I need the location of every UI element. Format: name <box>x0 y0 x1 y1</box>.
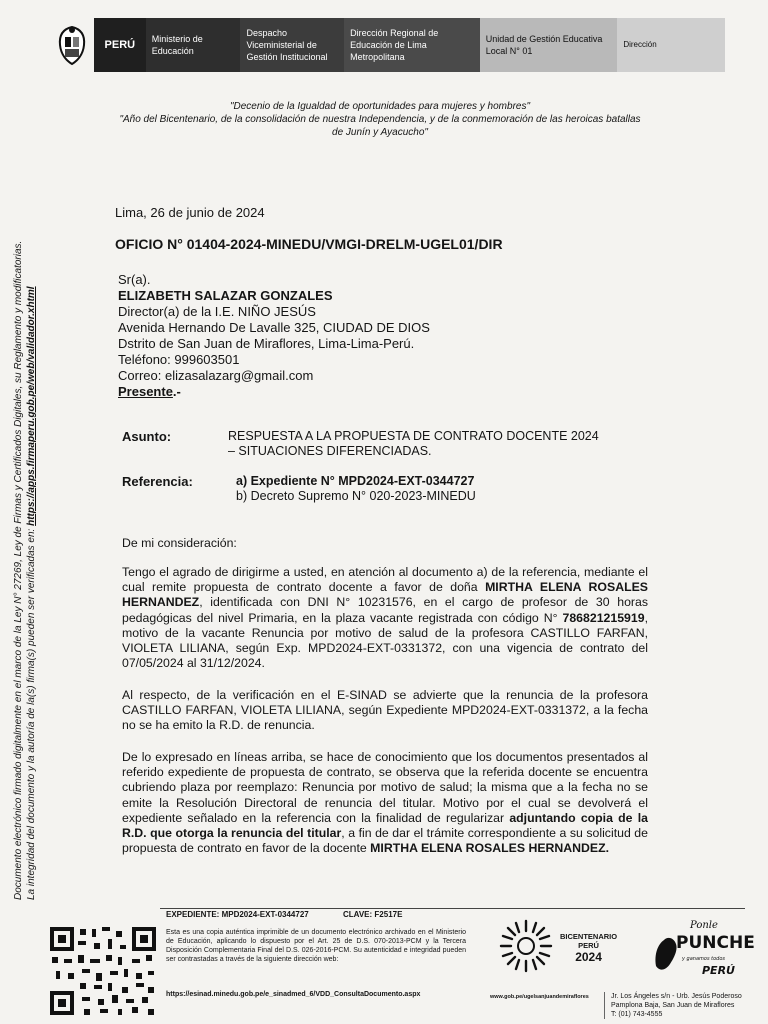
presente-tail: .- <box>172 384 181 399</box>
header-country: PERÚ <box>94 18 146 72</box>
bicentenario-word: BICENTENARIO <box>560 932 618 941</box>
referencia-label: Referencia: <box>122 474 193 489</box>
p1-text-3: , motivo de la vacante Renuncia por motivo de salud de la profesora CASTILLO FARFAN, VIOLETA LILIANA, según Exp. MPD2024-EXT-0331372, con una vigencia de contrato del 07/05/2024 al 31/12/2024. <box>122 610 648 671</box>
asunto-text <box>228 429 648 459</box>
header-despacho: Despacho Viceministerial de Gestión Institucional <box>240 18 344 72</box>
presente-line <box>118 384 430 400</box>
signature-note-line1: Documento electrónico firmado digitalmente en el marco de la Ley N° 27269, Ley de Firmas y Certificados Digitales, su Reglamento y modificatorias. <box>13 240 24 900</box>
recipient-phone: Teléfono: 999603501 <box>118 352 240 367</box>
bicentenario-peru: PERÚ <box>578 941 599 950</box>
asunto-line2: – SITUACIONES DIFERENCIADAS. <box>228 444 432 458</box>
asunto-line1: RESPUESTA A LA PROPUESTA DE CONTRATO DOCENTE 2024 <box>228 429 599 443</box>
header-direccion: Dirección <box>617 18 725 72</box>
header-dre: Dirección Regional de Educación de Lima Metropolitana <box>344 18 480 72</box>
p3-text-1: De lo expresado en líneas arriba, se hace de conocimiento que los documentos presentados al referido expediente de propuesta de contrato, se observa que la referida docente se encuentra cubriendo plaza por reemplazo: Renuncia por motivo de salud; la misma que a la fecha no se emite la Resolución Directoral de renuncia del titular. Motivo por el cual se devolverá el expediente señalado en la referencia con la finalidad de regularizar <box>122 750 648 825</box>
institutional-header <box>50 15 725 75</box>
p3-text-2: , a fin de dar el trámite correspondiente a su solicitud de propuesta de contrato en favor de la docente <box>122 826 648 856</box>
referencia-a: a) Expediente N° MPD2024-EXT-0344727 <box>236 474 475 488</box>
ponle-word: Ponle <box>690 920 718 931</box>
p3-teacher-name: MIRTHA ELENA ROSALES HERNANDEZ. <box>370 841 610 856</box>
authenticity-note: Esta es una copia auténtica imprimible de un documento electrónico archivado en el Ministerio de Educación, aplicando lo dispuesto por el Art. 25 de D.S. 070-2013-PCM y la Tercera Disposición Complementaria Final del D.S. 026-2016-PCM. Su autenticidad e integridad pueden ser contrastadas a través de la siguiente dirección web: <box>166 929 466 963</box>
p3-required-doc: adjuntando copia de la R.D. que otorga la renuncia del titular <box>122 810 649 841</box>
qr-code-icon <box>48 925 158 1017</box>
footer-clave: CLAVE: F2517E <box>343 910 403 919</box>
bicentenario-label <box>560 932 617 964</box>
anio-slogan-line1: "Año del Bicentenario, de la consolidación de nuestra Independencia, y de la conmemoración de las heroicas batallas <box>119 114 641 125</box>
anio-slogan-line2: de Junín y Ayacucho" <box>332 127 428 138</box>
digital-signature-note <box>12 80 38 900</box>
ponle-peru-word: PERÚ <box>702 964 735 977</box>
ugel-website-link[interactable]: www.gob.pe/ugelsanjuandemiraflores <box>490 994 589 1000</box>
recipient-block <box>118 272 430 400</box>
address-phone: T: (01) 743-4555 <box>611 1011 663 1018</box>
signature-note-prefix: La integridad del documento y la autoría de la(s) firma(s) pueden ser verificadas en: <box>26 528 37 900</box>
recipient-address1: Avenida Hernando De Lavalle 325, CIUDAD DE DIOS <box>118 320 430 335</box>
anio-slogan <box>100 113 660 139</box>
p1-text-1: Tengo el agrado de dirigirme a usted, en atención al documento a) de la referencia, mediante el cual remite propuesta de contrato docente a favor de doña <box>122 565 648 595</box>
ponle-punche-logo-icon <box>650 918 755 980</box>
paragraph-2: Al respecto, de la verificación en el E-SINAD se advierte que la renuncia de la profesora CASTILLO FARFAN, VIOLETA LILIANA, según Expediente MPD2024-EXT-0331372, a la fecha no se ha emito la R.D. de renuncia. <box>122 688 648 733</box>
recipient-name: ELIZABETH SALAZAR GONZALES <box>118 288 333 303</box>
recipient-salutation: Sr(a). <box>118 272 151 287</box>
signature-note-line2 <box>25 80 38 900</box>
punche-word: PUNCHE <box>676 933 755 953</box>
greeting: De mi consideración: <box>122 536 237 550</box>
asunto-label: Asunto: <box>122 429 172 444</box>
p1-position-code: 786821215919 <box>562 610 645 625</box>
paragraph-1 <box>122 565 648 671</box>
bicentenario-year: 2024 <box>575 950 602 964</box>
recipient-position: Director(a) de la I.E. NIÑO JESÚS <box>118 304 316 319</box>
oficio-number: OFICIO N° 01404-2024-MINEDU/VMGI-DRELM-UGEL01/DIR <box>115 236 503 252</box>
referencia-list <box>236 474 476 504</box>
p1-teacher-name: MIRTHA ELENA ROSALES HERNANDEZ <box>122 580 648 610</box>
coat-of-arms-icon <box>50 15 94 75</box>
referencia-b: b) Decreto Supremo N° 020-2023-MINEDU <box>236 489 476 503</box>
footer-divider <box>160 908 745 909</box>
address-line: Jr. Los Ángeles s/n - Urb. Jesús Poderoso Pamplona Baja, San Juan de Miraflores <box>611 993 742 1009</box>
ganamos-todos-word: y ganamos todos <box>682 956 726 962</box>
header-ugel: Unidad de Gestión Educativa Local N° 01 <box>480 18 618 72</box>
paragraph-3 <box>122 750 648 856</box>
verification-url[interactable]: https://esinad.minedu.gob.pe/e_sinadmed_6/VDD_ConsultaDocumento.aspx <box>166 991 421 998</box>
header-ministry: Ministerio de Educación <box>146 18 241 72</box>
presente-word: Presente <box>118 384 173 399</box>
institution-address <box>604 992 761 1019</box>
recipient-email: Correo: elizasalazarg@gmail.com <box>118 368 314 383</box>
bicentenario-logo-icon <box>497 917 555 975</box>
p1-text-2: , identificada con DNI N° 10231576, en el cargo de profesor de 30 horas pedagógicas del nivel Primaria, en la plaza vacante registrada con código N° <box>122 595 648 625</box>
footer-expediente: EXPEDIENTE: MPD2024-EXT-0344727 <box>166 910 309 919</box>
letter-date: Lima, 26 de junio de 2024 <box>115 205 265 220</box>
validator-link[interactable]: https://apps.firmaperu.gob.pe/web/validador.xhtml <box>26 286 37 526</box>
recipient-address2: Dstrito de San Juan de Miraflores, Lima-Lima-Perú. <box>118 336 415 351</box>
decenio-slogan: "Decenio de la Igualdad de oportunidades para mujeres y hombres" <box>229 101 531 112</box>
